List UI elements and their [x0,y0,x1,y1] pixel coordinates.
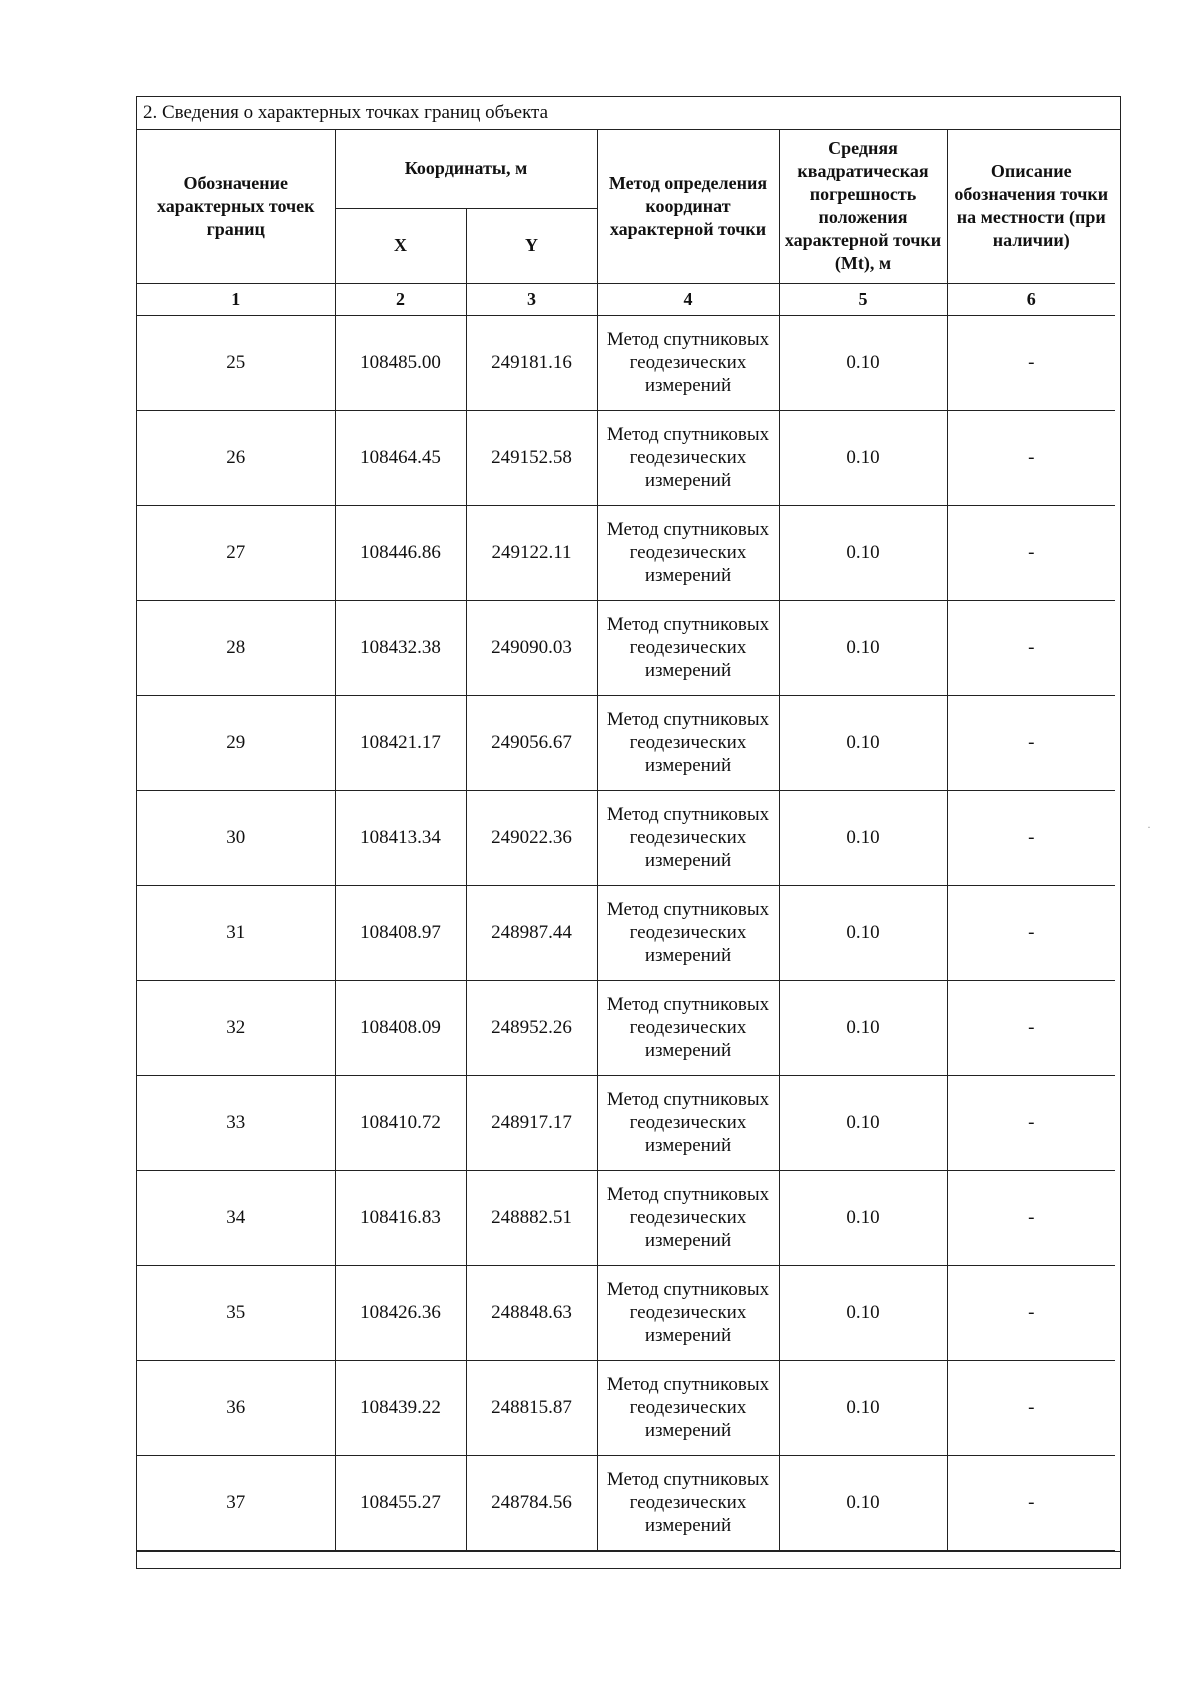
cell-y: 248848.63 [466,1265,597,1360]
cell-accuracy: 0.10 [779,1170,947,1265]
cell-method: Метод спутниковых геодезических измерений [597,1455,779,1550]
header-point-designation: Обозначение характерных точек границ [137,130,335,283]
cell-point-id: 26 [137,410,335,505]
column-number: 5 [779,283,947,315]
table-footer-strip [137,1551,1120,1568]
cell-description: - [947,1455,1115,1550]
cell-x: 108413.34 [335,790,466,885]
cell-point-id: 27 [137,505,335,600]
cell-method: Метод спутниковых геодезических измерений [597,1170,779,1265]
cell-x: 108485.00 [335,315,466,410]
table-row [137,1075,1115,1170]
cell-point-id: 33 [137,1075,335,1170]
table-row [137,600,1115,695]
cell-point-id: 28 [137,600,335,695]
table-row [137,885,1115,980]
cell-description: - [947,315,1115,410]
cell-x: 108446.86 [335,505,466,600]
cell-x: 108439.22 [335,1360,466,1455]
cell-accuracy: 0.10 [779,790,947,885]
cell-description: - [947,790,1115,885]
header-method: Метод определения координат характерной точки [597,130,779,283]
cell-description: - [947,1265,1115,1360]
scan-speck: · [1147,820,1151,834]
cell-x: 108408.09 [335,980,466,1075]
header-x: X [335,208,466,283]
cell-y: 249181.16 [466,315,597,410]
cell-y: 249022.36 [466,790,597,885]
cell-description: - [947,1075,1115,1170]
cell-accuracy: 0.10 [779,410,947,505]
table-row [137,790,1115,885]
cell-x: 108410.72 [335,1075,466,1170]
cell-description: - [947,695,1115,790]
cell-x: 108408.97 [335,885,466,980]
cell-y: 249056.67 [466,695,597,790]
cell-method: Метод спутниковых геодезических измерений [597,600,779,695]
cell-x: 108464.45 [335,410,466,505]
cell-accuracy: 0.10 [779,980,947,1075]
cell-method: Метод спутниковых геодезических измерений [597,315,779,410]
table-row [137,1455,1115,1550]
cell-point-id: 29 [137,695,335,790]
table-row [137,695,1115,790]
table-row [137,1170,1115,1265]
cell-x: 108421.17 [335,695,466,790]
cell-y: 248784.56 [466,1455,597,1550]
header-accuracy: Средняя квадратическая погрешность положения характерной точки (Mt), м [779,130,947,283]
cell-accuracy: 0.10 [779,600,947,695]
cell-accuracy: 0.10 [779,1455,947,1550]
cell-point-id: 25 [137,315,335,410]
cell-accuracy: 0.10 [779,1265,947,1360]
cell-description: - [947,885,1115,980]
cell-point-id: 35 [137,1265,335,1360]
cell-accuracy: 0.10 [779,695,947,790]
cell-method: Метод спутниковых геодезических измерений [597,1075,779,1170]
cell-x: 108432.38 [335,600,466,695]
cell-description: - [947,1170,1115,1265]
cell-y: 248952.26 [466,980,597,1075]
header-y: Y [466,208,597,283]
cell-description: - [947,600,1115,695]
cell-accuracy: 0.10 [779,315,947,410]
boundary-points-table [137,130,1115,1551]
cell-point-id: 36 [137,1360,335,1455]
cell-method: Метод спутниковых геодезических измерений [597,1265,779,1360]
cell-point-id: 34 [137,1170,335,1265]
header-description: Описание обозначения точки на местности (при наличии) [947,130,1115,283]
cell-method: Метод спутниковых геодезических измерений [597,505,779,600]
table-row [137,315,1115,410]
cell-method: Метод спутниковых геодезических измерений [597,885,779,980]
column-number: 3 [466,283,597,315]
cell-accuracy: 0.10 [779,1075,947,1170]
cell-accuracy: 0.10 [779,885,947,980]
column-number: 2 [335,283,466,315]
column-number: 1 [137,283,335,315]
cell-x: 108426.36 [335,1265,466,1360]
cell-x: 108416.83 [335,1170,466,1265]
cell-accuracy: 0.10 [779,1360,947,1455]
table-row [137,1360,1115,1455]
cell-method: Метод спутниковых геодезических измерений [597,410,779,505]
column-number: 4 [597,283,779,315]
cell-method: Метод спутниковых геодезических измерений [597,1360,779,1455]
cell-point-id: 30 [137,790,335,885]
column-number: 6 [947,283,1115,315]
cell-y: 249122.11 [466,505,597,600]
cell-description: - [947,1360,1115,1455]
document-sheet [136,96,1121,1569]
cell-point-id: 32 [137,980,335,1075]
section-title: 2. Сведения о характерных точках границ объекта [137,97,1120,130]
table-row [137,505,1115,600]
cell-y: 248815.87 [466,1360,597,1455]
cell-description: - [947,410,1115,505]
cell-y: 248917.17 [466,1075,597,1170]
cell-x: 108455.27 [335,1455,466,1550]
table-row [137,1265,1115,1360]
cell-point-id: 37 [137,1455,335,1550]
header-coordinates: Координаты, м [335,130,597,208]
cell-description: - [947,505,1115,600]
table-row [137,410,1115,505]
cell-method: Метод спутниковых геодезических измерений [597,980,779,1075]
cell-point-id: 31 [137,885,335,980]
cell-description: - [947,980,1115,1075]
cell-method: Метод спутниковых геодезических измерений [597,695,779,790]
cell-y: 248987.44 [466,885,597,980]
cell-method: Метод спутниковых геодезических измерений [597,790,779,885]
table-row [137,980,1115,1075]
cell-accuracy: 0.10 [779,505,947,600]
cell-y: 248882.51 [466,1170,597,1265]
cell-y: 249090.03 [466,600,597,695]
table-body [137,315,1115,1550]
cell-y: 249152.58 [466,410,597,505]
